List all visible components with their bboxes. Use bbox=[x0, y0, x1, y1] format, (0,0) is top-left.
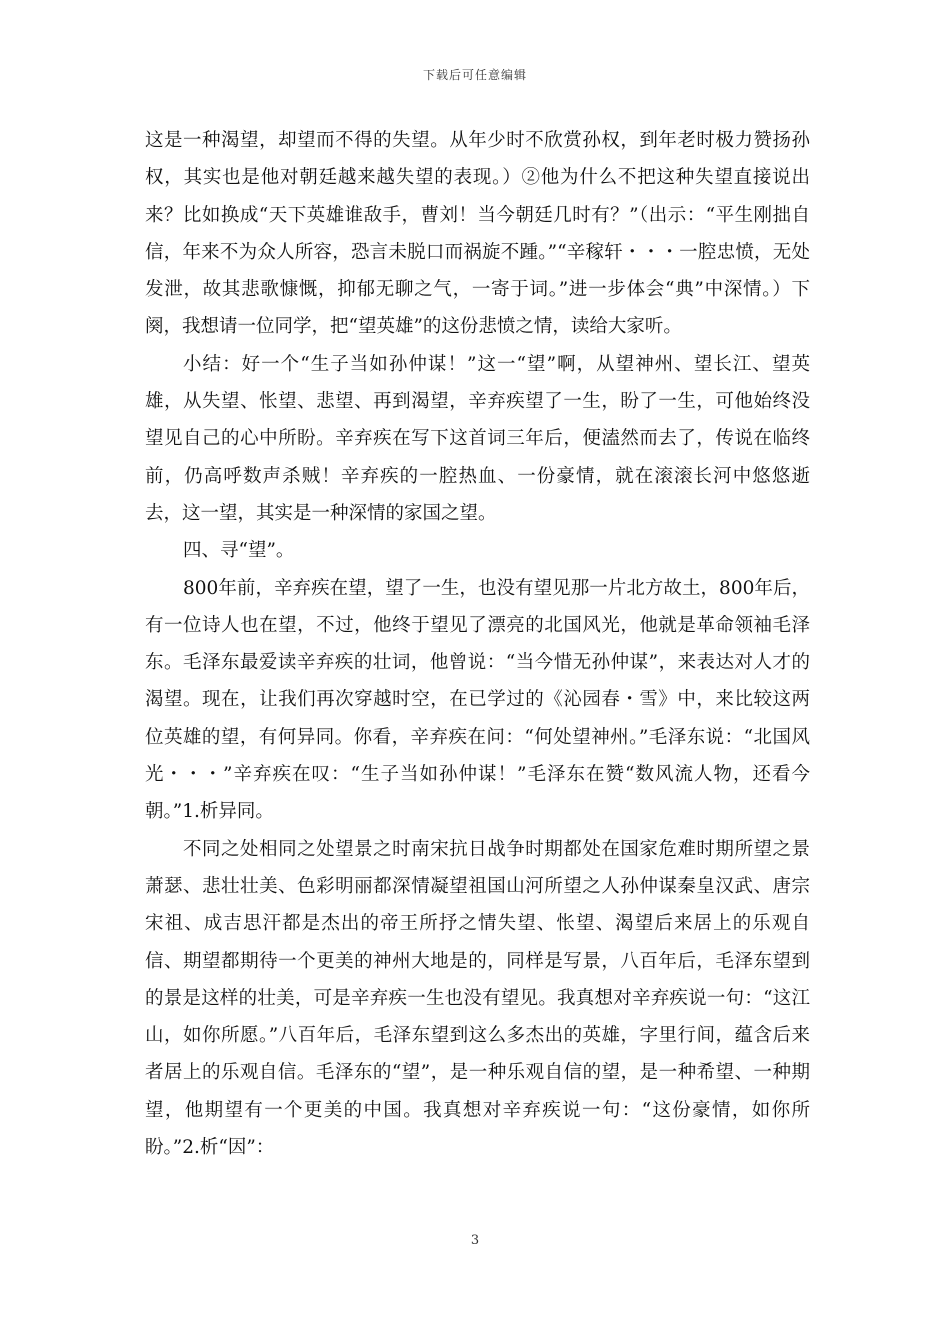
page-header: 下载后可任意编辑 bbox=[422, 68, 527, 82]
section-heading: 四、寻“望”。 bbox=[183, 540, 295, 562]
paragraph-3: 800年前，辛弃疾在望，望了一生，也没有望见那一片北方故土，800年后，有一位诗人也在望，不过，他终于望见了漂亮的北国风光，他就是革命领袖毛泽东。毛泽东最爱读辛弃疾的壮词，他曾说：“当今惜无孙仲谋”，来表达对人才的渴望。现在，让我们再次穿越时空，在已学过的《沁园春・雪》中，来比较这两位英雄的望，有何异同。你看，辛弃疾在问：“何处望神州。”毛泽东说：“北国风光・・・”辛弃疾在叹：“生子当如孙仲谋！”毛泽东在赞“数风流人物，还看今朝。”1.析异同。 bbox=[145, 577, 810, 823]
paragraph-4: 不同之处相同之处望景之时南宋抗日战争时期都处在国家危难时期所望之景萧瑟、悲壮壮美、色彩明丽都深情凝望祖国山河所望之人孙仲谋秦皇汉武、唐宗宋祖、成吉思汗都是杰出的帝王所抒之情失望、怅望、渴望后来居上的乐观自信、期望都期待一个更美的神州大地是的，同样是写景，八百年后，毛泽东望到的景是这样的壮美，可是辛弃疾一生也没有望见。我真想对辛弃疾说一句：“这江山，如你所愿。”八百年后，毛泽东望到这么多杰出的英雄，字里行间，蕴含后来者居上的乐观自信。毛泽东的“望”，是一种乐观自信的望，是一种希望、一种期望，他期望有一个更美的中国。我真想对辛弃疾说一句：“这份豪情，如你所盼。”2.析“因”： bbox=[145, 838, 810, 1159]
paragraph-2: 小结：好一个“生子当如孙仲谋！”这一“望”啊，从望神州、望长江、望英雄，从失望、怅望、悲望、再到渴望，辛弃疾望了一生，盼了一生，可他始终没望见自己的心中所盼。辛弃疾在写下这首词三年后，便溘然而去了，传说在临终前，仍高呼数声杀贼！辛弃疾的一腔热血、一份豪情，就在滚滚长河中悠悠逝去，这一望，其实是一种深情的家国之望。 bbox=[145, 353, 810, 524]
paragraph-1: 这是一种渴望，却望而不得的失望。从年少时不欣赏孙权，到年老时极力赞扬孙权，其实也是他对朝廷越来越失望的表现。）②他为什么不把这种失望直接说出来？比如换成“天下英雄谁敌手，曹刘！当今朝廷几时有？”（出示：“平生刚拙自信，年来不为众人所容，恐言未脱口而祸旋不踵。”“辛稼轩・・・一腔忠愤，无处发泄，故其悲歌慷慨，抑郁无聊之气，一寄于词。”进一步体会“典”中深情。）下阕，我想请一位同学，把“望英雄”的这份悲愤之情，读给大家听。 bbox=[145, 130, 810, 338]
document-body bbox=[145, 122, 810, 1166]
page-number: 3 bbox=[470, 1233, 480, 1248]
